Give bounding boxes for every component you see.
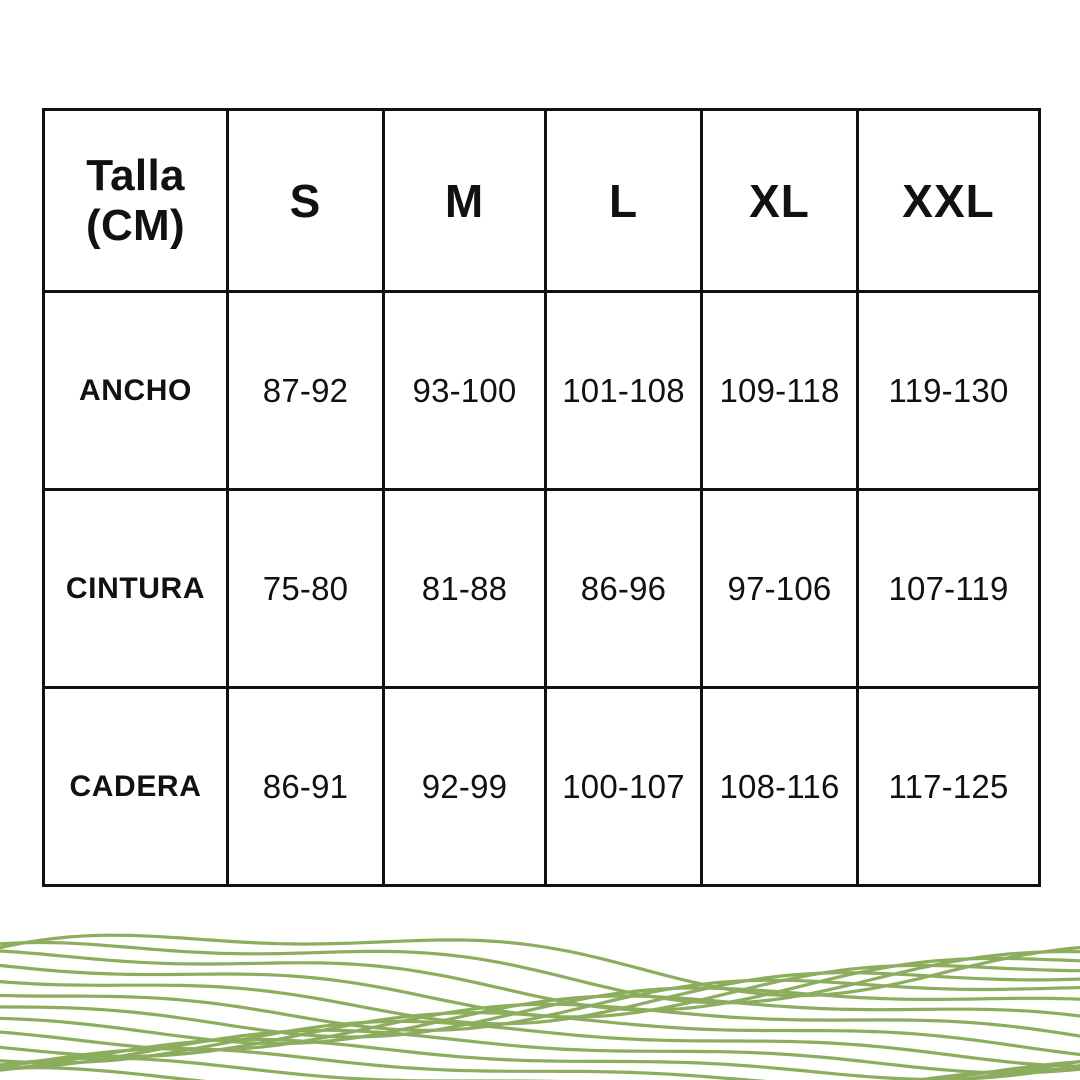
cell-ancho-s: 87-92: [228, 292, 384, 490]
green-wave-decoration-icon: [0, 920, 1080, 1080]
cell-cintura-s: 75-80: [228, 490, 384, 688]
corner-header-label: Talla (CM): [44, 110, 228, 292]
cell-cintura-m: 81-88: [384, 490, 546, 688]
column-header-m: M: [384, 110, 546, 292]
cell-cintura-l: 86-96: [546, 490, 702, 688]
cell-ancho-xxl: 119-130: [858, 292, 1040, 490]
row-label-ancho: ANCHO: [44, 292, 228, 490]
row-label-cadera: CADERA: [44, 688, 228, 886]
table-body: [44, 292, 1040, 886]
column-header-s: S: [228, 110, 384, 292]
cell-cadera-s: 86-91: [228, 688, 384, 886]
table-header: [44, 110, 1040, 292]
size-table: [42, 108, 1041, 887]
cell-cadera-m: 92-99: [384, 688, 546, 886]
table-row: [44, 292, 1040, 490]
cell-ancho-m: 93-100: [384, 292, 546, 490]
cell-cintura-xxl: 107-119: [858, 490, 1040, 688]
column-header-l: L: [546, 110, 702, 292]
table-row: [44, 490, 1040, 688]
cell-cadera-xl: 108-116: [702, 688, 858, 886]
table-row: [44, 688, 1040, 886]
cell-cadera-xxl: 117-125: [858, 688, 1040, 886]
cell-ancho-xl: 109-118: [702, 292, 858, 490]
table-header-row: [44, 110, 1040, 292]
cell-ancho-l: 101-108: [546, 292, 702, 490]
column-header-xl: XL: [702, 110, 858, 292]
cell-cintura-xl: 97-106: [702, 490, 858, 688]
column-header-xxl: XXL: [858, 110, 1040, 292]
size-table-container: [42, 108, 1038, 887]
row-label-cintura: CINTURA: [44, 490, 228, 688]
cell-cadera-l: 100-107: [546, 688, 702, 886]
